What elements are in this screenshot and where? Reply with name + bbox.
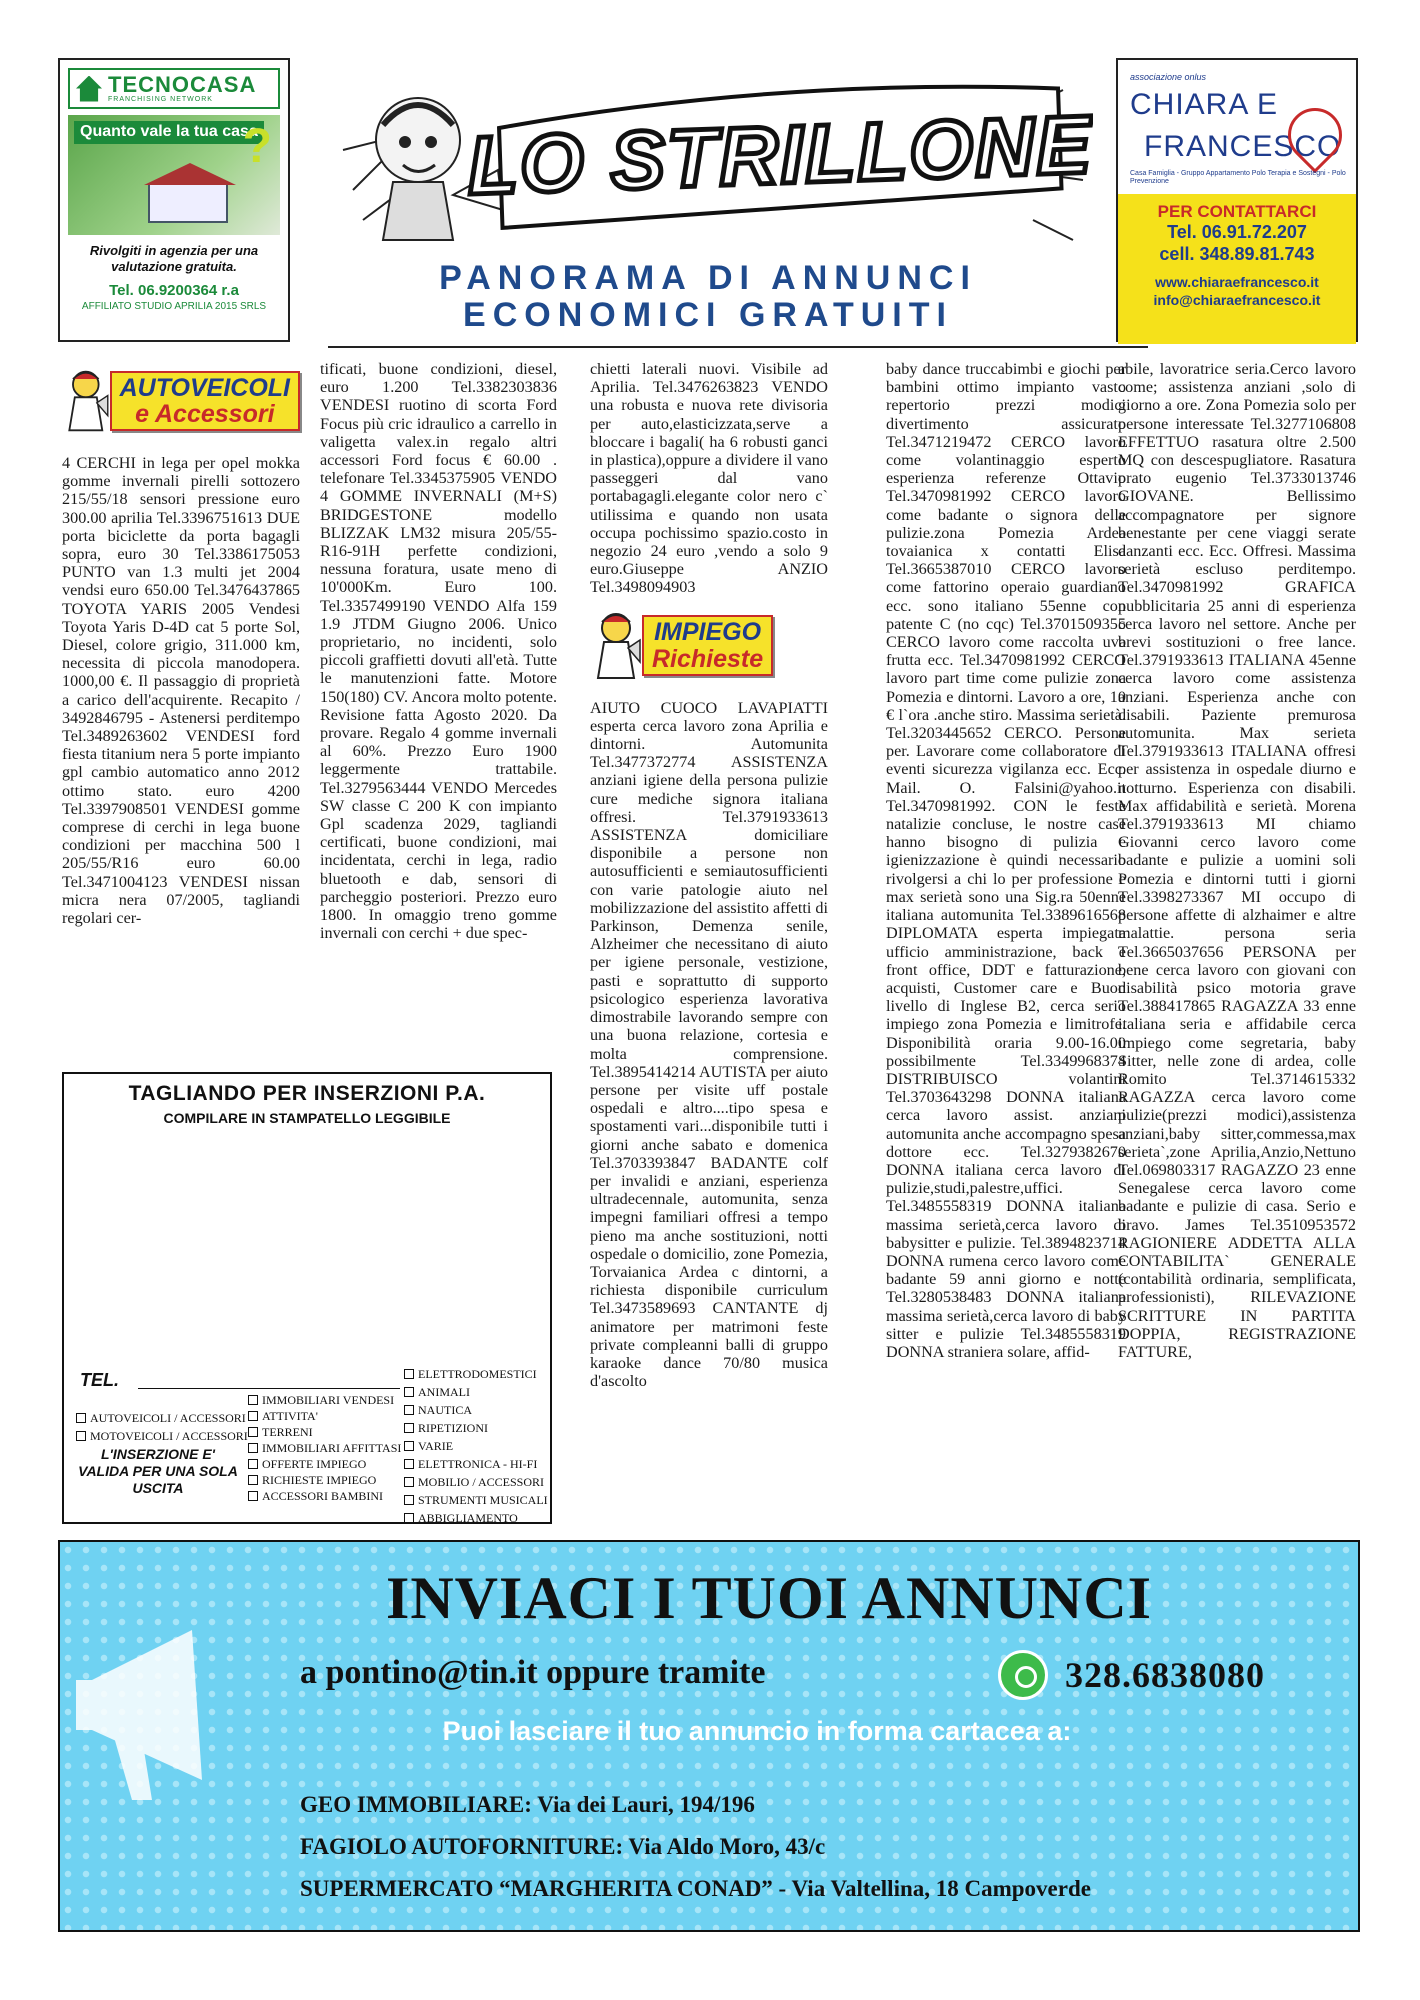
footer-address-3: SUPERMERCATO “MARGHERITA CONAD” - Via Valtellina, 18 Campoverde [300,1876,1091,1901]
checkbox-attivita[interactable] [248,1408,318,1424]
checkbox-icon[interactable] [404,1405,414,1415]
checkbox-ripetizioni[interactable] [404,1420,488,1436]
footer-address-2: FAGIOLO AUTOFORNITURE: Via Aldo Moro, 43/c [300,1834,826,1859]
footer-title: INVIACI I TUOI ANNUNCI [385,1565,1153,1631]
tecnocasa-affiliate: AFFILIATO STUDIO APRILIA 2015 SRLS [81,301,267,313]
checkbox-mobilio[interactable] [404,1474,544,1490]
tecnocasa-question: Quanto vale la tua casa [74,121,264,144]
chiara-francesco-ad[interactable] [1116,58,1358,342]
ads-col-4: baby dance truccabimbi e giochi per bambini ottimo impianto vasto repertorio prezzi modici divertimento assicurato Tel.3471219472 CERCO lavoro come volantinaggio esperto esperienza referenze Ottavio Tel.3470981992 CERCO lavoro come badante o signora delle pulizie.zona Pomezia Ardea tovaianica x contatti Elisa Tel.3665387010 CERCO lavoro come fattorino operaio guardiano ecc. sono italiano 55enne con patente C (no cqc) Tel.3701509355 CERCO lavoro come raccolta uva frutta ecc. Tel.3470981992 CERCO lavoro part time come pulizie zona Pomezia e dintorni. Lavoro a ore, 10 € l`ora .anche stiro. Massima serietà. Tel.3203445652 CERCO. Persone per. Lavorare come collaboratore di eventi sicurezza vigilanza ecc. Ecc. Mail. O. Falsini@yahoo.it Tel.3470981992. CON le feste natalizie concluse, le nostre case hanno bisogno di pulizia e igienizzazione è quindi necessario rivolgersi a chi lo per professione e max serietà sono una Sig.ra 50enne italiana automunita Tel.3389616568 DIPLOMATA esperta impiegata ufficio amministrazione, back e front office, DDT e fatturazione, acquisti, Customer care e Buon livello di Inglese B2, cerca serio impiego zona Pomezia e limitrofe. Disponibilità oraria 9.00-16.00 possibilmente Tel.3349968374 DISTRIBUISCO volantini Tel.3703643298 DONNA italiana cerca lavoro assist. anziani automunita anche accompagno spesa dottore ecc. Tel.3279382670 DONNA italiana cerca lavoro di pulizie,studi,palestre,uffici. Tel.3485558319 DONNA italiana massima serietà,cerca lavoro di babysitter e pulizie. Tel.3894823714 DONNA rumena cerco lavoro come badante 59 anni giorno e notte Tel.3280538483 DONNA italiana massima serietà,cerca lavoro di baby sitter e pulizie Tel.3485558319 DONNA straniera solare, affid- [886,360,1126,1361]
checkbox-label: ATTIVITA' [262,1409,318,1423]
checkbox-autoveicoli[interactable] [76,1410,246,1426]
strillone-title: LO STRILLONE [466,99,1093,213]
checkbox-label: VARIE [418,1439,454,1453]
checkbox-label: MOBILIO / ACCESSORI [418,1475,545,1489]
coupon-note: L'INSERZIONE E' VALIDA PER UNA SOLA USCITA [78,1446,238,1496]
coupon-tel-label: TEL. [80,1370,119,1390]
section-label-autoveicoli [110,371,300,432]
checkbox-icon[interactable] [248,1395,258,1405]
checkbox-richieste-impiego[interactable] [248,1472,376,1488]
tecnocasa-photo [68,115,280,235]
tecnocasa-name: TECNOCASA [108,72,257,97]
chiara-contact-box [1118,194,1356,344]
coupon-title: TAGLIANDO PER INSERZIONI P.A. [128,1082,486,1105]
tecnocasa-text: Rivolgiti in agenzia per una valutazione gratuita. [89,243,259,274]
page-header [58,58,1358,346]
footer-paper-line: Puoi lasciare il tuo annuncio in forma cartacea a: [442,1716,1072,1746]
checkbox-immobiliari-vendesi[interactable] [248,1392,394,1408]
checkbox-elettrodomestici[interactable] [404,1366,537,1382]
ads-col-3b: AIUTO CUOCO LAVAPIATTI esperta cerca lavoro zona Aprilia e dintorni. Automunita Tel.3477372774 ASSISTENZA anziani igiene della persona pulizie cure mediche signora italiana offresi. Tel.3791933613 ASSISTENZA domiciliare disponibile a persone non autosufficienti e semiautosufficienti con varie patologie aiuto nel mobilizzazione del assistito affetti di Parkinson, Demenza senile, Alzheimer che necessitano di aiuto per igiene personale, vestizione, pasti e soprattutto di supporto psicologico esperienza lavorativa dimostrabile lavorando sempre con una buona relazione, cortesia e molta comprensione. Tel.3895414214 AUTISTA per aiuto persone per visite uff postale ospedali e altro....tipo spesa e spostamenti vari...disponibile tutti i giorni anche sabato e domenica Tel.3703393847 BADANTE colf per invalidi e anziani, esperienza ultradecennale, automunita, senza impegni familiari offresi a tempo pieno ma anche sostituzioni, notti ospedale o domicilio, zone Pomezia, Torvaianica Ardea c dintorni, a richiesta disponibile curriculum Tel.3473589693 CANTANTE dj animatore per matrimoni feste private compleanni balli di gruppo karaoke dance 70/80 musica d'ascolto [590,698,828,1391]
ads-col-2: tificati, buone condizioni, diesel, euro 1.200 Tel.3382303836 VENDESI ruotino di scorta Ford Focus più cric idraulico a carrello in valigetta valex.in regalo altri accessori Ford focus € 60.00 . telefonare Tel.3345375905 VENDO 4 GOMME INVERNALI (M+S) BRIDGESTONE modello BLIZZAK LM32 misura 205/55-R16-91H perfette condizioni, nessuna foratura, usate meno di 10'000Km. Euro 100. Tel.3357499190 VENDO Alfa 159 1.9 JTDM Giugno 2006. Unico proprietario, no incidenti, solo piccoli graffietti dovuti all'età. Tutte le manutenzioni fatte. Motore 150(180) CV. Ancora molto potente. Revisione fatta Agosto 2020. Da provare. Regalo 4 gomme invernali al 60%. Prezzo Euro 1900 leggermente trattabile. Tel.3279563444 VENDO Mercedes SW classe C 200 K con impianto Gpl scadenza 2029, tagliandi certificati, buone condizioni, mai incidentata, cerchi in lega, radio bluetooth e dab, sensori di parcheggio posteriori. Prezzo euro 1800. In omaggio treno gomme invernali con cerchi + due spec- [320,360,557,943]
checkbox-label: ACCESSORI BAMBINI [262,1489,384,1503]
checkbox-label: AUTOVEICOLI / ACCESSORI [90,1411,246,1425]
checkbox-icon[interactable] [404,1387,414,1397]
chiara-website[interactable]: www.chiaraefrancesco.it [1155,274,1319,291]
section-label-impiego [642,615,773,676]
tecnocasa-network: FRANCHISING NETWORK [108,96,213,103]
section-autoveicoli [62,360,300,442]
column-2 [320,360,557,943]
newsboy-icon [62,363,110,439]
chiara-assoc: associazione onlus [1130,72,1207,82]
chiara-email[interactable]: info@chiaraefrancesco.it [1153,292,1321,309]
checkbox-nautica[interactable] [404,1402,472,1418]
checkbox-icon[interactable] [404,1459,414,1469]
send-ads-banner [58,1540,1360,1932]
column-4 [886,360,1126,1361]
chiara-sub: Casa Famiglia - Gruppo Appartamento Polo Terapia e Sostegni - Polo Prevenzione [1130,170,1346,186]
tecnocasa-logo [68,68,280,109]
checkbox-accessori-bambini[interactable] [248,1488,383,1504]
checkbox-strumenti-musicali[interactable] [404,1492,548,1508]
checkbox-varie[interactable] [404,1438,453,1454]
checkbox-label: ELETTRODOMESTICI [418,1367,537,1381]
house-icon [76,76,102,102]
chiara-name-2: FRANCESCO [1144,130,1342,163]
checkbox-icon[interactable] [404,1495,414,1505]
column-3 [590,360,828,1390]
checkbox-motoveicoli[interactable] [76,1428,248,1444]
tagline-line-2: ECONOMICI GRATUITI [463,296,953,335]
tagline-line-1: PANORAMA DI ANNUNCI [439,259,977,297]
checkbox-label: IMMOBILIARI VENDESI [262,1393,395,1407]
checkbox-icon[interactable] [248,1427,258,1437]
checkbox-label: RIPETIZIONI [418,1421,488,1435]
strillone-logo [323,70,1093,250]
newsboy-icon [590,608,642,684]
tecnocasa-tel[interactable]: Tel. 06.9200364 r.a [109,282,239,300]
checkbox-icon[interactable] [76,1431,86,1441]
section-title: IMPIEGO [654,618,762,647]
checkbox-label: MOTOVEICOLI / ACCESSORI [90,1429,248,1443]
chiara-tel[interactable]: Tel. 06.91.72.207 [1167,222,1307,242]
chiara-logo [1126,68,1348,186]
checkbox-label: OFFERTE IMPIEGO [262,1457,367,1471]
whatsapp-icon [998,1650,1048,1700]
checkbox-icon[interactable] [404,1369,414,1379]
checkbox-label: RICHIESTE IMPIEGO [262,1473,377,1487]
masthead-logo [323,70,1093,250]
checkbox-label: STRUMENTI MUSICALI [418,1493,548,1507]
checkbox-label: ABBIGLIAMENTO [418,1511,518,1525]
checkbox-label: ANIMALI [418,1385,470,1399]
coupon-subtitle: COMPILARE IN STAMPATELLO LEGGIBILE [163,1110,451,1126]
checkbox-icon[interactable] [404,1513,414,1523]
checkbox-icon[interactable] [248,1411,258,1421]
section-title: AUTOVEICOLI [119,373,290,402]
checkbox-icon[interactable] [404,1423,414,1433]
checkbox-icon[interactable] [76,1413,86,1423]
checkbox-icon[interactable] [404,1441,414,1451]
column-5 [1118,360,1356,1361]
checkbox-label: TERRENI [262,1425,313,1439]
ads-col-5: abile, lavoratrice seria.Cerco lavoro come; assistenza anziani ,solo di giorno a ore. Zona Pomezia solo per persone interessate Tel.3277106808 EFFETTUO rasatura oltre 2.500 MQ con descespugliatore. Rasatura prato eugenio Tel.3733013746 GIOVANE. Bellissimo accompagnatore per signore benestante per cene viaggi serate danzanti ecc. Ecc. Offresi. Massima serietà escluso perditempo. Tel.3470981992 GRAFICA pubblicitaria 25 anni di esperienza cerca lavoro nel settore. Anche per brevi sostituzioni o free lance. Tel.3791933613 ITALIANA 45enne cerca lavoro come assistenza anziani. Esperienza anche con disabili. Paziente premurosa automunita. Max serieta Tel.3791933613 ITALIANA offresi per assistenza in ospedale diurno e notturno. Esperienza con disabili. Max affidabilità e serietà. Morena Tel.3791933613 MI chiamo Giovanni cerco lavoro come badante e pulizie a uomini soli Pomezia e dintorni tutti i giorni Tel.3398273367 MI occupo di persone affette di alzhaimer e altre malattie. persona seria Tel.3665037656 PERSONA per bene cerca lavoro con giovani con disabilità psico motoria grave Tel.388417865 RAGAZZA 33 enne italiana seria e affidabile cerca impiego come segretaria, baby Sitter, nelle zone di ardea, colle Romito Tel.3714615332 RAGAZZA cerca lavoro come pulizie(prezzi modici),assistenza anziani,baby sitter,commessa,max serieta`,zone Aprilia,Anzio,Nettuno Tel.069803317 RAGAZZO 23 enne Senegalese cerca lavoro come badante e pulizie di casa. Serio e bravo. James Tel.3510953572 RAGIONIERE ADDETTA ALLA CONTABILITA` GENERALE (contabilità ordinaria, semplificata, professionisti), RILEVAZIONE SCRITTURE IN PARTITA DOPPIA, REGISTRAZIONE FATTURE, [1118,360,1356,1361]
footer-phone[interactable]: 328.6838080 [1065,1655,1265,1695]
checkbox-animali[interactable] [404,1384,470,1400]
footer-address-1: GEO IMMOBILIARE: Via dei Lauri, 194/196 [300,1792,755,1817]
coupon-tel-field[interactable] [138,1388,400,1389]
checkbox-label: ELETTRONICA - HI-FI [418,1457,538,1471]
question-mark-icon: ? [242,120,272,173]
column-1 [62,360,300,927]
model-house-icon [148,183,228,223]
checkbox-offerte-impiego[interactable] [248,1456,366,1472]
checkbox-icon[interactable] [248,1443,258,1453]
checkbox-label: IMMOBILIARI AFFITTASI [262,1441,402,1455]
ads-col-3a: chietti laterali nuovi. Visibile ad Aprilia. Tel.3476263823 VENDO una robusta e nuova rete divisoria per auto,elasticizzata,serve a bloccare i bagali( ha 6 robusti ganci in plastica),oppure a dividere il vano passeggeri dal vano portabagagli.elegante color nero c` utilissima e quando non usata occupa pochissimo spazio.costo in negozio 24 euro ,vendo a solo 9 euro.Giuseppe ANZIO Tel.3498094903 [590,360,828,597]
checkbox-immobiliari-affittasi[interactable] [248,1440,401,1456]
checkbox-icon[interactable] [248,1475,258,1485]
checkbox-label: NAUTICA [418,1403,472,1417]
checkbox-elettronica[interactable] [404,1456,537,1472]
section-impiego [590,605,828,687]
chiara-cell[interactable]: cell. 348.89.81.743 [1159,243,1315,264]
tagline [323,260,1093,335]
tecnocasa-ad[interactable] [58,58,290,342]
contact-label: PER CONTATTARCI [1157,202,1317,221]
checkbox-icon[interactable] [248,1491,258,1501]
checkbox-icon[interactable] [404,1477,414,1487]
chiara-name-1: CHIARA E [1130,88,1279,121]
checkbox-icon[interactable] [248,1459,258,1469]
megaphone-icon [72,1610,242,1810]
footer-email-line[interactable]: a pontino@tin.it oppure tramite [300,1654,766,1691]
section-subtitle: Richieste [652,644,764,673]
checkbox-terreni[interactable] [248,1424,313,1440]
header-rule [328,346,1148,348]
insertion-coupon[interactable] [62,1072,552,1524]
ads-col-1: 4 CERCHI in lega per opel mokka gomme invernali pirelli sottozero 215/55/18 sensori pressione euro 300.00 aprilia Tel.3396751613 DUE porta biciclette da porta bagagli sopra, euro 30 Tel.3386175053 PUNTO van 1.3 multi jet 2004 vendsi euro 650.00 Tel.3476437865 TOYOTA YARIS 2005 Vendesi Toyota Yaris D-4D cat 5 porte Sol, Diesel, colore grigio, 311.000 km, necessita di piccola manodopera. 1000,00 €. Il passaggio di proprietà a carico dell'acquirente. Recapito / 3492846795 - Astenersi perditempo Tel.3489263602 VENDESI ford fiesta titanium nera 5 porte impianto gpl cambio automatico anno 2012 ottimo stato. euro 4200 Tel.3397908501 VENDESI gomme comprese di cerchi in lega buone condizioni per macchina 500 l 205/55/R16 euro 60.00 Tel.3471004123 VENDESI nissan micra nera 07/2005, tagliandi regolari cer- [62,454,300,928]
checkbox-abbigliamento[interactable] [404,1510,518,1526]
section-subtitle: e Accessori [135,400,275,428]
